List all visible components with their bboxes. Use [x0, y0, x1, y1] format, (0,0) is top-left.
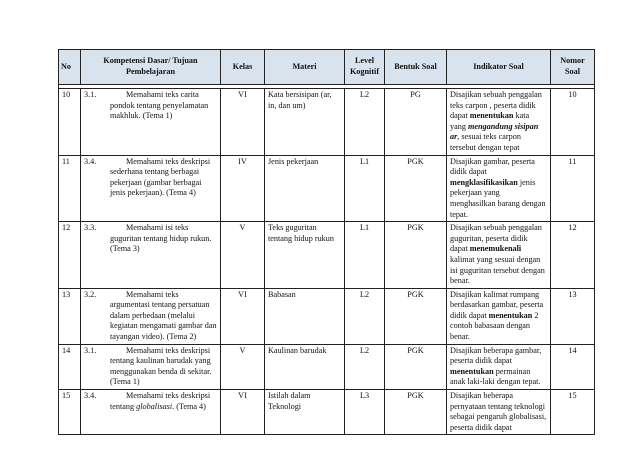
ind-keyword: menentukan — [488, 310, 533, 320]
header-level: Level Kognitif — [345, 50, 385, 85]
header-kelas: Kelas — [221, 50, 265, 85]
header-no: No — [59, 50, 81, 85]
ind-text: 2 contoh babasaan dengan benar. — [450, 310, 539, 342]
cell-indikator — [447, 344, 551, 389]
ind-text: jenis pekerjaan yang menghasilkan barang dengan tepat. — [450, 177, 546, 219]
cell-indikator — [447, 222, 551, 289]
kd-text: Memahami teks deskripsi sederhana tentang berbagai pekerjaan (gambar berbagai jenis pekerjaan). (Tema 4) — [110, 156, 211, 198]
cell-no: 10 — [59, 89, 81, 156]
cell-kompetensi — [81, 89, 221, 156]
ind-emphasis: mengandung sisipan ar — [450, 121, 539, 142]
cell-no: 15 — [59, 390, 81, 435]
cell-nomor: 14 — [551, 344, 595, 389]
cell-kompetensi — [81, 344, 221, 389]
ind-text: Disajikan gambar, peserta didik dapat — [450, 156, 535, 177]
cell-no: 14 — [59, 344, 81, 389]
cell-level: L2 — [345, 344, 385, 389]
cell-level: L2 — [345, 288, 385, 344]
header-row — [59, 50, 595, 85]
ind-keyword: menentukan — [450, 366, 494, 376]
ind-text: Disajikan kalimat rumpang berdasarkan gambar, peserta didik dapat — [450, 289, 544, 320]
kd-text-italic: globalisasi — [136, 401, 173, 411]
cell-level: L1 — [345, 155, 385, 222]
ind-text: Disajikan sebuah penggalan guguritan, peserta didik dapat — [450, 223, 542, 254]
cell-indikator — [447, 89, 551, 156]
cell-kompetensi — [81, 222, 221, 289]
cell-no: 11 — [59, 155, 81, 222]
ind-text: Disajikan sebuah penggalan teks carpon , peserta didik dapat — [450, 90, 542, 121]
cell-kelas: VI — [221, 390, 265, 435]
kd-number: 3.2. — [84, 289, 97, 299]
kd-number: 3.4. — [84, 156, 97, 166]
table-row — [59, 288, 595, 344]
cell-kelas: V — [221, 344, 265, 389]
cell-kelas: IV — [221, 155, 265, 222]
ind-keyword: menemukenali — [469, 244, 522, 254]
kd-text: Memahami teks deskripsi tentang kaulinan barudak yang menggunakan benda di sekitar. (Tema 1) — [110, 345, 212, 387]
cell-nomor: 12 — [551, 222, 595, 289]
cell-materi: Kaulinan barudak — [265, 344, 345, 389]
kd-text: Memahami isi teks guguritan tentang hidup rukun. (Tema 3) — [110, 223, 212, 254]
kd-number: 3.4. — [84, 391, 97, 401]
header-kompetensi: Kompetensi Dasar/ Tujuan Pembelajaran — [81, 50, 221, 85]
table-row — [59, 89, 595, 156]
ind-text: kalimat yang sesuai dengan isi guguritan tersebut dengan benar. — [450, 254, 545, 286]
cell-kompetensi — [81, 390, 221, 435]
kisi-kisi-table — [58, 49, 595, 435]
ind-keyword: menentukan — [469, 111, 514, 121]
cell-materi: Kata bersisipan (ar, in, dan um) — [265, 89, 345, 156]
ind-text: , sesuai teks carpon tersebut dengan tepat — [450, 132, 521, 152]
cell-materi: Teks guguritan tentang hidup rukun — [265, 222, 345, 289]
header-materi: Materi — [265, 50, 345, 85]
ind-text: kata yang — [450, 111, 530, 131]
header-nomor: Nomor Soal — [551, 50, 595, 85]
cell-kelas: VI — [221, 288, 265, 344]
cell-bentuk: PGK — [385, 390, 447, 435]
ind-keyword: mengklasifikasikan — [450, 177, 518, 187]
table-row — [59, 390, 595, 435]
kd-text: Memahami teks carita pondok tentang penyelamatan makhluk. (Tema 1) — [110, 90, 209, 121]
kd-text-part: Memahami teks deskripsi tentang — [110, 391, 211, 411]
kd-number: 3.1. — [84, 90, 97, 99]
kd-text — [110, 391, 217, 412]
kd-text-part: . (Tema 4) — [172, 401, 206, 411]
cell-kelas: VI — [221, 89, 265, 156]
cell-bentuk: PGK — [385, 222, 447, 289]
cell-bentuk: PGK — [385, 155, 447, 222]
cell-materi: Babasan — [265, 288, 345, 344]
cell-kelas: V — [221, 222, 265, 289]
header-bentuk: Bentuk Soal — [385, 50, 447, 85]
cell-level: L3 — [345, 390, 385, 435]
cell-kompetensi — [81, 155, 221, 222]
cell-bentuk: PGK — [385, 344, 447, 389]
cell-indikator — [447, 288, 551, 344]
cell-nomor: 15 — [551, 390, 595, 435]
cell-level: L2 — [345, 89, 385, 156]
cell-materi: Istilah dalam Teknologi — [265, 390, 345, 435]
cell-nomor: 13 — [551, 288, 595, 344]
cell-kompetensi — [81, 288, 221, 344]
kd-number: 3.3. — [84, 223, 97, 233]
header-indikator: Indikator Soal — [447, 50, 551, 85]
table-row — [59, 222, 595, 289]
cell-bentuk: PGK — [385, 288, 447, 344]
cell-bentuk: PG — [385, 89, 447, 156]
ind-text: Disajikan beberapa gambar, peserta didik dapat — [450, 345, 542, 366]
ind-text: Disajikan beberapa pernyataan tentang teknologi sebagai pengaruh globalisasi, peserta didik dapat — [450, 391, 547, 432]
kd-number: 3.1. — [84, 345, 97, 355]
table-row — [59, 155, 595, 222]
cell-indikator — [447, 155, 551, 222]
cell-materi: Jenis pekerjaan — [265, 155, 345, 222]
cell-no: 12 — [59, 222, 81, 289]
ind-text: permainan anak laki-laki dengan tepat. — [450, 366, 541, 387]
cell-nomor: 10 — [551, 89, 595, 156]
cell-no: 13 — [59, 288, 81, 344]
cell-level: L1 — [345, 222, 385, 289]
table-row — [59, 344, 595, 389]
kd-text: Memahami teks argumentasi tentang persatuan dalam perbedaan (melalui kegiatan mengamati gambar dan tayangan video). (Tema 2) — [110, 289, 217, 342]
cell-indikator — [447, 390, 551, 435]
cell-nomor: 11 — [551, 155, 595, 222]
